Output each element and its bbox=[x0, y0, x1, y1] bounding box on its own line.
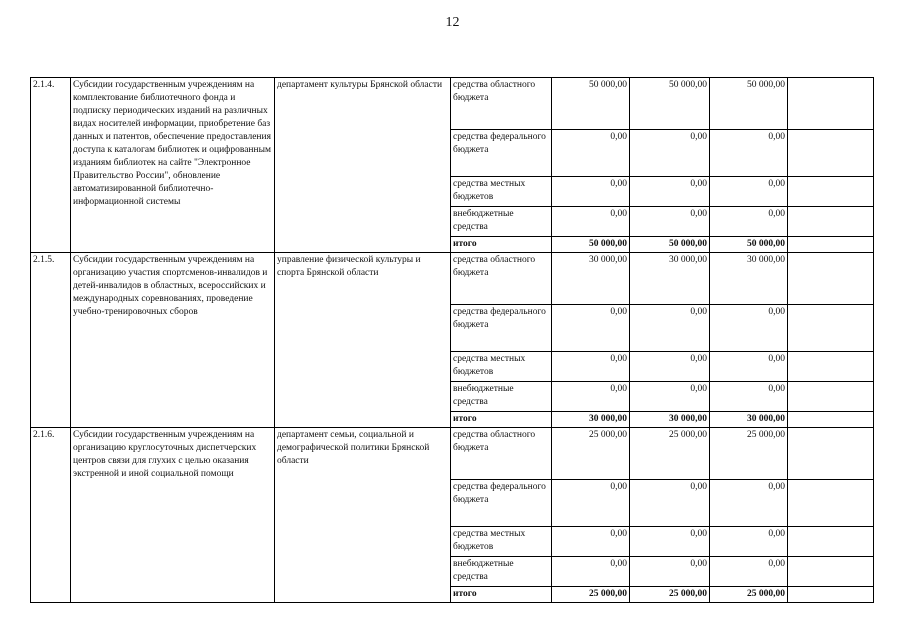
measure-code: 2.1.4. bbox=[31, 78, 71, 253]
amount-cell: 25 000,00 bbox=[552, 428, 630, 480]
amount-cell: 50 000,00 bbox=[630, 78, 710, 130]
funding-source: внебюджетные средства bbox=[451, 207, 552, 237]
amount-cell bbox=[788, 207, 874, 237]
amount-cell: 0,00 bbox=[552, 207, 630, 237]
amount-cell bbox=[788, 412, 874, 428]
amount-cell: 0,00 bbox=[552, 557, 630, 587]
amount-cell: 0,00 bbox=[552, 480, 630, 527]
funding-source: средства областного бюджета bbox=[451, 78, 552, 130]
amount-cell: 30 000,00 bbox=[710, 412, 788, 428]
amount-cell bbox=[788, 237, 874, 253]
amount-cell: 0,00 bbox=[710, 130, 788, 177]
funding-source: внебюджетные средства bbox=[451, 382, 552, 412]
table-row bbox=[31, 78, 874, 130]
funding-source: средства местных бюджетов bbox=[451, 527, 552, 557]
funding-source: итого bbox=[451, 587, 552, 603]
amount-cell: 30 000,00 bbox=[630, 412, 710, 428]
amount-cell: 25 000,00 bbox=[552, 587, 630, 603]
amount-cell bbox=[788, 130, 874, 177]
amount-cell: 0,00 bbox=[710, 177, 788, 207]
measure-code: 2.1.5. bbox=[31, 253, 71, 428]
amount-cell: 30 000,00 bbox=[552, 253, 630, 305]
amount-cell: 50 000,00 bbox=[710, 237, 788, 253]
amount-cell: 0,00 bbox=[552, 130, 630, 177]
amount-cell: 50 000,00 bbox=[630, 237, 710, 253]
amount-cell: 0,00 bbox=[630, 207, 710, 237]
amount-cell bbox=[788, 78, 874, 130]
amount-cell: 30 000,00 bbox=[710, 253, 788, 305]
funding-source: средства местных бюджетов bbox=[451, 177, 552, 207]
amount-cell bbox=[788, 382, 874, 412]
amount-cell: 30 000,00 bbox=[552, 412, 630, 428]
amount-cell: 25 000,00 bbox=[710, 587, 788, 603]
amount-cell: 0,00 bbox=[710, 557, 788, 587]
amount-cell: 0,00 bbox=[552, 177, 630, 207]
amount-cell: 50 000,00 bbox=[552, 78, 630, 130]
funding-source: средства федерального бюджета bbox=[451, 130, 552, 177]
amount-cell bbox=[788, 587, 874, 603]
amount-cell: 0,00 bbox=[710, 527, 788, 557]
table-row bbox=[31, 253, 874, 305]
amount-cell bbox=[788, 527, 874, 557]
measure-executor: департамент культуры Брянской области bbox=[275, 78, 451, 253]
amount-cell bbox=[788, 428, 874, 480]
amount-cell bbox=[788, 557, 874, 587]
amount-cell: 0,00 bbox=[630, 352, 710, 382]
measure-name: Субсидии государственным учреждениям на организацию участия спортсменов-инвалидов и детей-инвалидов в областных, всероссийских и международных соревнованиях, проведение учебно-тренировочных сборов bbox=[71, 253, 275, 428]
funding-source: средства федерального бюджета bbox=[451, 480, 552, 527]
funding-source: итого bbox=[451, 412, 552, 428]
amount-cell: 0,00 bbox=[552, 382, 630, 412]
amount-cell: 0,00 bbox=[630, 480, 710, 527]
amount-cell: 0,00 bbox=[710, 207, 788, 237]
funding-source: итого bbox=[451, 237, 552, 253]
amount-cell: 0,00 bbox=[552, 527, 630, 557]
amount-cell bbox=[788, 177, 874, 207]
amount-cell: 25 000,00 bbox=[630, 587, 710, 603]
funding-source: средства областного бюджета bbox=[451, 253, 552, 305]
amount-cell: 0,00 bbox=[630, 527, 710, 557]
funding-source: средства местных бюджетов bbox=[451, 352, 552, 382]
amount-cell: 0,00 bbox=[710, 305, 788, 352]
amount-cell: 25 000,00 bbox=[710, 428, 788, 480]
amount-cell bbox=[788, 253, 874, 305]
funding-source: средства областного бюджета bbox=[451, 428, 552, 480]
amount-cell: 0,00 bbox=[630, 557, 710, 587]
amount-cell: 50 000,00 bbox=[552, 237, 630, 253]
measure-executor: управление физической культуры и спорта Брянской области bbox=[275, 253, 451, 428]
amount-cell: 0,00 bbox=[630, 382, 710, 412]
funding-source: средства федерального бюджета bbox=[451, 305, 552, 352]
amount-cell: 0,00 bbox=[630, 305, 710, 352]
page-number: 12 bbox=[445, 15, 460, 30]
amount-cell: 0,00 bbox=[630, 177, 710, 207]
budget-table bbox=[30, 77, 874, 603]
measure-executor: департамент семьи, социальной и демографической политики Брянской области bbox=[275, 428, 451, 603]
amount-cell: 0,00 bbox=[710, 480, 788, 527]
amount-cell: 50 000,00 bbox=[710, 78, 788, 130]
amount-cell bbox=[788, 352, 874, 382]
amount-cell: 0,00 bbox=[552, 352, 630, 382]
amount-cell: 0,00 bbox=[552, 305, 630, 352]
measure-name: Субсидии государственным учреждениям на комплектование библиотечного фонда и подписку периодических изданий на различных видах носителей информации, приобретение баз данных и патентов, обеспечение предоставления доступа к каталогам библиотек и оцифрованным изданиям библиотек на сайте "Электронное Правительство России", обновление автоматизированной библиотечно-информационной системы bbox=[71, 78, 275, 253]
measure-name: Субсидии государственным учреждениям на организацию круглосуточных диспетчерских центров связи для глухих с целью оказания экстренной и иной социальной помощи bbox=[71, 428, 275, 603]
amount-cell: 0,00 bbox=[710, 382, 788, 412]
table-row bbox=[31, 428, 874, 480]
amount-cell: 30 000,00 bbox=[630, 253, 710, 305]
amount-cell: 25 000,00 bbox=[630, 428, 710, 480]
amount-cell: 0,00 bbox=[630, 130, 710, 177]
amount-cell bbox=[788, 305, 874, 352]
measure-code: 2.1.6. bbox=[31, 428, 71, 603]
funding-source: внебюджетные средства bbox=[451, 557, 552, 587]
amount-cell: 0,00 bbox=[710, 352, 788, 382]
amount-cell bbox=[788, 480, 874, 527]
